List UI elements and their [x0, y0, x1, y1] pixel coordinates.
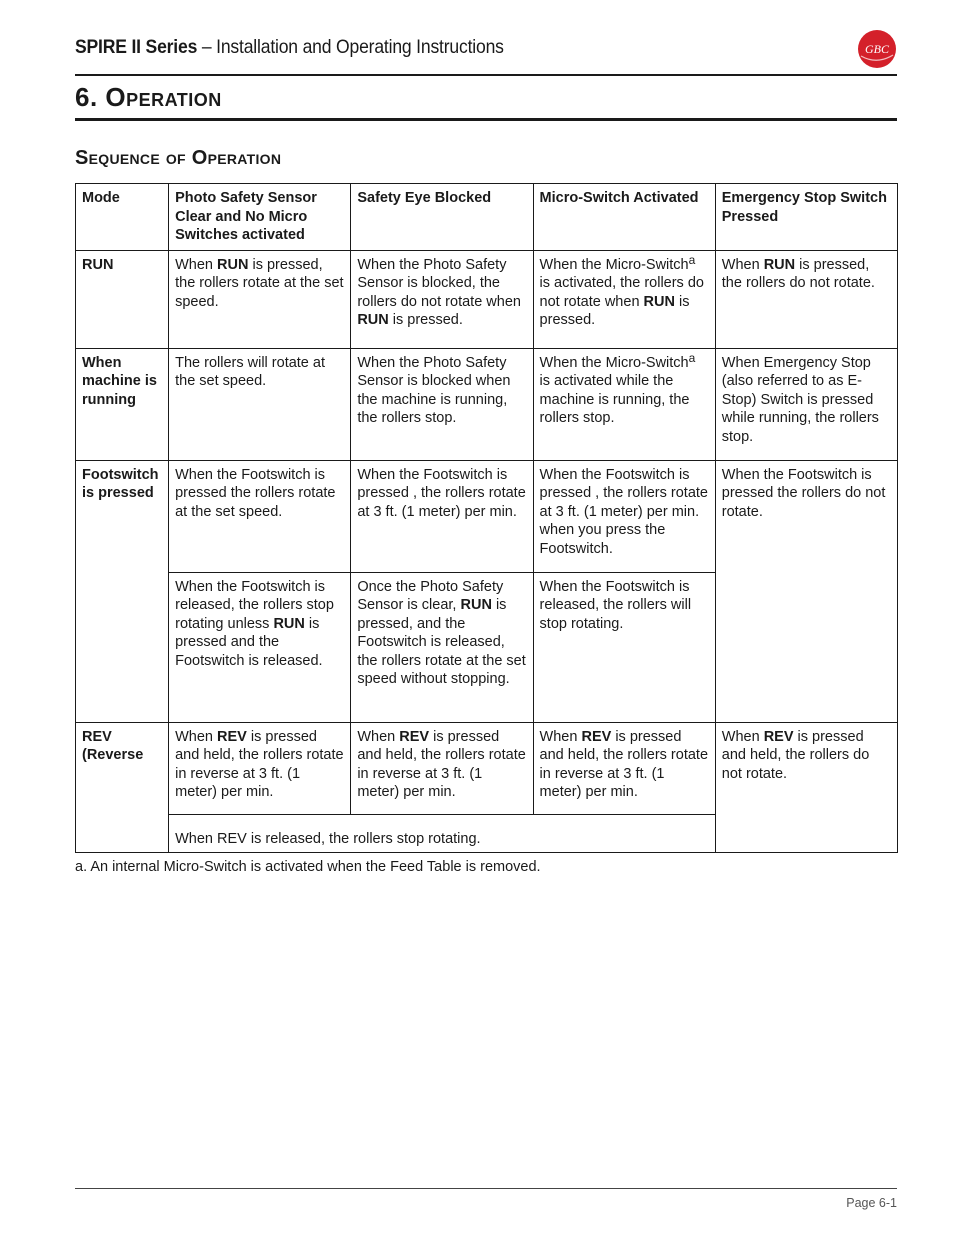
cell-foot-released-micro: When the Footswitch is released, the rollers will stop rotating.	[533, 572, 715, 722]
table-row-run	[76, 250, 898, 348]
mode-footswitch: Footswitch is pressed	[76, 460, 169, 722]
cell-running-estop: When Emergency Stop (also referred to as E-Stop) Switch is pressed while running, the rollers stop.	[715, 348, 897, 460]
header-eye-blocked: Safety Eye Blocked	[351, 184, 533, 251]
cell-rev-eye: When REV is pressed and held, the rollers rotate in reverse at 3 ft. (1 meter) per min.	[351, 722, 533, 814]
cell-foot-released-clear: When the Footswitch is released, the rollers stop rotating unless RUN is pressed and the Footswitch is released.	[169, 572, 351, 722]
chapter-title: 6. Operation	[75, 82, 222, 112]
mode-run: RUN	[76, 250, 169, 348]
cell-rev-clear: When REV is pressed and held, the rollers rotate in reverse at 3 ft. (1 meter) per min.	[169, 722, 351, 814]
cell-run-eye: When the Photo Safety Sensor is blocked, the rollers do not rotate when RUN is pressed.	[351, 250, 533, 348]
cell-foot-clear: When the Footswitch is pressed the rollers rotate at the set speed.	[169, 460, 351, 572]
document-subtitle: – Installation and Operating Instructions	[197, 36, 504, 58]
cell-run-estop: When RUN is pressed, the rollers do not rotate.	[715, 250, 897, 348]
header-micro-switch: Micro-Switch Activated	[533, 184, 715, 251]
cell-running-eye: When the Photo Safety Sensor is blocked when the machine is running, the rollers stop.	[351, 348, 533, 460]
header-emergency-stop: Emergency Stop Switch Pressed	[715, 184, 897, 251]
cell-rev-micro: When REV is pressed and held, the rollers rotate in reverse at 3 ft. (1 meter) per min.	[533, 722, 715, 814]
mode-running: When machine is running	[76, 348, 169, 460]
cell-rev-released: When REV is released, the rollers stop rotating.	[169, 814, 716, 852]
cell-foot-released-eye: Once the Photo Safety Sensor is clear, RUN is pressed, and the Footswitch is released, the rollers rotate at the set speed without stopping.	[351, 572, 533, 722]
sequence-table	[75, 183, 898, 853]
document-title	[75, 36, 504, 59]
cell-running-clear: The rollers will rotate at the set speed.	[169, 348, 351, 460]
cell-rev-estop: When REV is pressed and held, the rollers do not rotate.	[715, 722, 897, 852]
cell-run-micro: When the Micro-Switch$^a$ is activated, the rollers do not rotate when RUN is pressed.	[533, 250, 715, 348]
cell-run-clear: When RUN is pressed, the rollers rotate at the set speed.	[169, 250, 351, 348]
footnote-ref: a	[688, 350, 696, 365]
logo-text: GBC	[865, 42, 889, 56]
section-title: Sequence of Operation	[75, 147, 282, 169]
footer-divider	[75, 1188, 897, 1189]
page-number: Page 6-1	[846, 1196, 897, 1210]
footnote: a. An internal Micro-Switch is activated when the Feed Table is removed.	[75, 859, 541, 875]
table-header-row	[76, 184, 898, 251]
cell-foot-micro: When the Footswitch is pressed , the rollers rotate at 3 ft. (1 meter) per min. when you press the Footswitch.	[533, 460, 715, 572]
chapter-heading	[75, 80, 897, 121]
header-mode: Mode	[76, 184, 169, 251]
cell-running-micro: When the Micro-Switch$^a$ is activated while the machine is running, the rollers stop.	[533, 348, 715, 460]
gbc-logo-icon	[857, 29, 897, 69]
series-name: SPIRE II Series	[75, 36, 198, 58]
table-row-footswitch-pressed	[76, 460, 898, 572]
table-row-running	[76, 348, 898, 460]
footnote-ref: a	[688, 252, 696, 267]
page-header	[75, 34, 897, 76]
header-clear: Photo Safety Sensor Clear and No Micro Switches activated	[169, 184, 351, 251]
mode-rev: REV (Reverse	[76, 722, 169, 852]
cell-foot-eye: When the Footswitch is pressed , the rollers rotate at 3 ft. (1 meter) per min.	[351, 460, 533, 572]
cell-foot-estop: When the Footswitch is pressed the rollers do not rotate.	[715, 460, 897, 722]
table-row-rev	[76, 722, 898, 814]
